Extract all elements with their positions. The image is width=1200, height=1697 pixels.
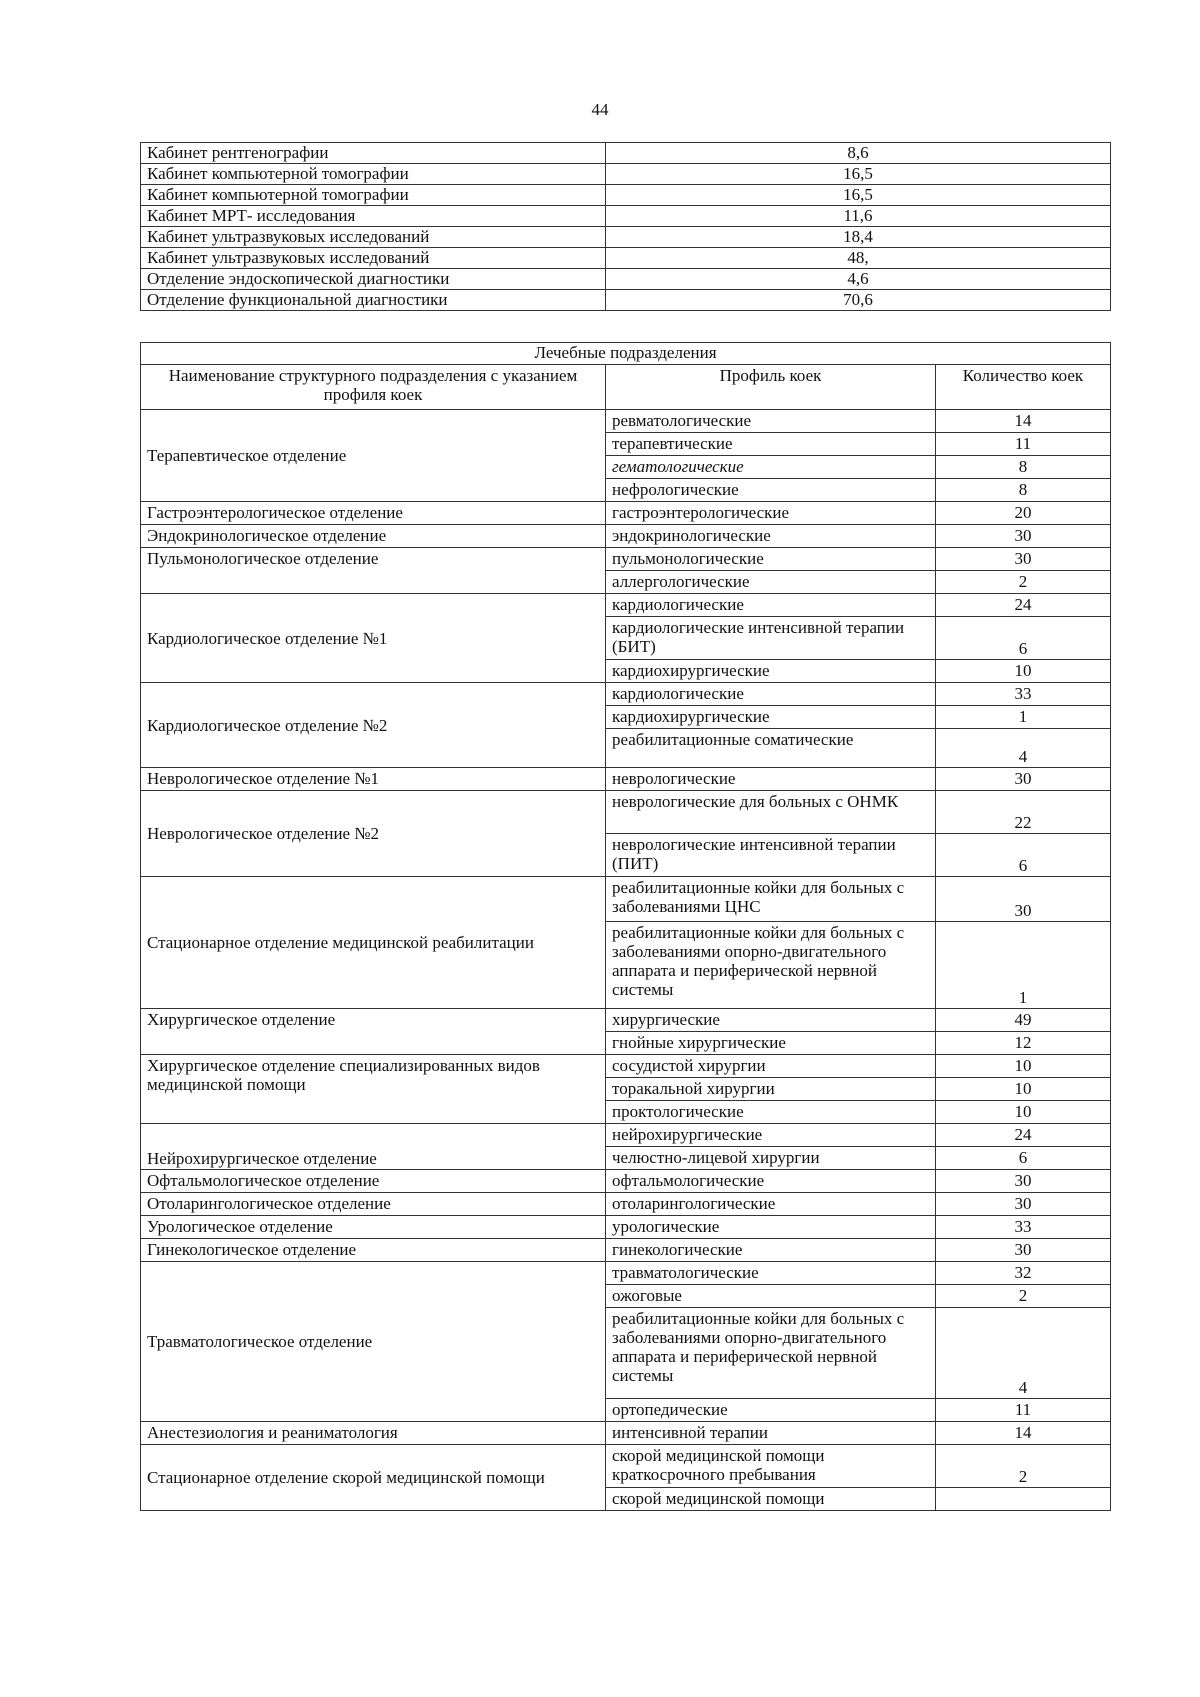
table-row bbox=[141, 502, 1111, 525]
diagnostic-row bbox=[141, 290, 1111, 311]
department-name: Офтальмологическое отделение bbox=[141, 1170, 606, 1193]
diagnostic-name: Кабинет ультразвуковых исследований bbox=[141, 248, 606, 269]
diagnostic-table bbox=[140, 142, 1111, 311]
bed-count: 22 bbox=[936, 791, 1111, 834]
bed-profile: торакальной хирургии bbox=[606, 1078, 936, 1101]
department-name: Анестезиология и реаниматология bbox=[141, 1422, 606, 1445]
bed-profile: неврологические интенсивной терапии (ПИТ) bbox=[606, 834, 936, 877]
bed-profile: урологические bbox=[606, 1216, 936, 1239]
bed-count: 6 bbox=[936, 834, 1111, 877]
department-name: Урологическое отделение bbox=[141, 1216, 606, 1239]
diagnostic-value: 4,6 bbox=[606, 269, 1111, 290]
header-count: Количество коек bbox=[936, 365, 1111, 410]
diagnostic-value: 48, bbox=[606, 248, 1111, 269]
table-row bbox=[141, 1170, 1111, 1193]
table-row bbox=[141, 877, 1111, 922]
table-row bbox=[141, 1124, 1111, 1147]
bed-count: 2 bbox=[936, 1285, 1111, 1308]
diagnostic-row bbox=[141, 143, 1111, 164]
department-name: Гинекологическое отделение bbox=[141, 1239, 606, 1262]
header-profile: Профиль коек bbox=[606, 365, 936, 410]
table-row bbox=[141, 683, 1111, 706]
bed-profile: травматологические bbox=[606, 1262, 936, 1285]
table-row bbox=[141, 1009, 1111, 1032]
bed-count: 49 bbox=[936, 1009, 1111, 1032]
bed-profile: терапевтические bbox=[606, 433, 936, 456]
bed-profile: реабилитационные койки для больных с заболеваниями опорно-двигательного аппарата и периферической нервной системы bbox=[606, 1308, 936, 1399]
bed-count: 30 bbox=[936, 1239, 1111, 1262]
bed-profile: нейрохирургические bbox=[606, 1124, 936, 1147]
table-row bbox=[141, 525, 1111, 548]
bed-profile: нефрологические bbox=[606, 479, 936, 502]
diagnostic-value: 8,6 bbox=[606, 143, 1111, 164]
bed-count: 33 bbox=[936, 1216, 1111, 1239]
bed-count: 1 bbox=[936, 922, 1111, 1009]
bed-count: 8 bbox=[936, 456, 1111, 479]
department-name: Кардиологическое отделение №2 bbox=[141, 683, 606, 768]
bed-profile: кардиохирургические bbox=[606, 706, 936, 729]
bed-count: 1 bbox=[936, 706, 1111, 729]
bed-count: 10 bbox=[936, 1101, 1111, 1124]
bed-count: 10 bbox=[936, 1078, 1111, 1101]
department-name: Эндокринологическое отделение bbox=[141, 525, 606, 548]
bed-count: 30 bbox=[936, 1170, 1111, 1193]
diagnostic-name: Отделение функциональной диагностики bbox=[141, 290, 606, 311]
bed-profile: ревматологические bbox=[606, 410, 936, 433]
bed-count: 6 bbox=[936, 1147, 1111, 1170]
department-name: Кардиологическое отделение №1 bbox=[141, 594, 606, 683]
department-name: Хирургическое отделение специализированных видов медицинской помощи bbox=[141, 1055, 606, 1124]
table-row bbox=[141, 1216, 1111, 1239]
diagnostic-value: 18,4 bbox=[606, 227, 1111, 248]
bed-count: 11 bbox=[936, 433, 1111, 456]
bed-count: 11 bbox=[936, 1399, 1111, 1422]
bed-profile: гастроэнтерологические bbox=[606, 502, 936, 525]
diagnostic-row bbox=[141, 269, 1111, 290]
bed-profile: гинекологические bbox=[606, 1239, 936, 1262]
bed-count: 14 bbox=[936, 410, 1111, 433]
department-name: Терапевтическое отделение bbox=[141, 410, 606, 502]
bed-count bbox=[936, 1488, 1111, 1511]
table-row bbox=[141, 410, 1111, 433]
department-name: Травматологическое отделение bbox=[141, 1262, 606, 1422]
bed-profile: челюстно-лицевой хирургии bbox=[606, 1147, 936, 1170]
bed-profile: скорой медицинской помощи bbox=[606, 1488, 936, 1511]
table-row bbox=[141, 1445, 1111, 1488]
bed-profile: офтальмологические bbox=[606, 1170, 936, 1193]
bed-profile: гнойные хирургические bbox=[606, 1032, 936, 1055]
diagnostic-name: Отделение эндоскопической диагностики bbox=[141, 269, 606, 290]
bed-profile: аллергологические bbox=[606, 571, 936, 594]
diagnostic-value: 11,6 bbox=[606, 206, 1111, 227]
department-name: Гастроэнтерологическое отделение bbox=[141, 502, 606, 525]
section-title: Лечебные подразделения bbox=[141, 343, 1111, 365]
bed-count: 4 bbox=[936, 1308, 1111, 1399]
diagnostic-value: 16,5 bbox=[606, 185, 1111, 206]
diagnostic-row bbox=[141, 164, 1111, 185]
bed-profile: кардиологические bbox=[606, 683, 936, 706]
bed-profile: кардиохирургические bbox=[606, 660, 936, 683]
bed-profile: неврологические bbox=[606, 768, 936, 791]
bed-count: 4 bbox=[936, 729, 1111, 768]
bed-profile: эндокринологические bbox=[606, 525, 936, 548]
bed-count: 2 bbox=[936, 571, 1111, 594]
bed-count: 6 bbox=[936, 617, 1111, 660]
bed-profile: реабилитационные койки для больных с заболеваниями опорно-двигательного аппарата и периферической нервной системы bbox=[606, 922, 936, 1009]
bed-count: 10 bbox=[936, 1055, 1111, 1078]
department-name: Хирургическое отделение bbox=[141, 1009, 606, 1055]
diagnostic-name: Кабинет компьютерной томографии bbox=[141, 185, 606, 206]
bed-count: 8 bbox=[936, 479, 1111, 502]
bed-profile: реабилитационные койки для больных с заболеваниями ЦНС bbox=[606, 877, 936, 922]
bed-profile: пульмонологические bbox=[606, 548, 936, 571]
bed-profile: ортопедические bbox=[606, 1399, 936, 1422]
department-name: Стационарное отделение скорой медицинской помощи bbox=[141, 1445, 606, 1511]
department-name: Неврологическое отделение №2 bbox=[141, 791, 606, 877]
bed-count: 20 bbox=[936, 502, 1111, 525]
bed-count: 30 bbox=[936, 548, 1111, 571]
bed-count: 32 bbox=[936, 1262, 1111, 1285]
bed-profile: кардиологические интенсивной терапии (БИТ) bbox=[606, 617, 936, 660]
page-number: 44 bbox=[591, 100, 609, 119]
diagnostic-row bbox=[141, 227, 1111, 248]
bed-count: 30 bbox=[936, 525, 1111, 548]
bed-profile: кардиологические bbox=[606, 594, 936, 617]
bed-profile: интенсивной терапии bbox=[606, 1422, 936, 1445]
department-name: Неврологическое отделение №1 bbox=[141, 768, 606, 791]
department-name: Отоларингологическое отделение bbox=[141, 1193, 606, 1216]
diagnostic-name: Кабинет рентгенографии bbox=[141, 143, 606, 164]
table-row bbox=[141, 1239, 1111, 1262]
bed-profile: хирургические bbox=[606, 1009, 936, 1032]
diagnostic-name: Кабинет компьютерной томографии bbox=[141, 164, 606, 185]
bed-count: 30 bbox=[936, 768, 1111, 791]
bed-profile: скорой медицинской помощи краткосрочного пребывания bbox=[606, 1445, 936, 1488]
bed-profile: проктологические bbox=[606, 1101, 936, 1124]
bed-profile: отоларингологические bbox=[606, 1193, 936, 1216]
department-name: Нейрохирургическое отделение bbox=[141, 1124, 606, 1170]
bed-count: 24 bbox=[936, 1124, 1111, 1147]
bed-count: 14 bbox=[936, 1422, 1111, 1445]
diagnostic-row bbox=[141, 206, 1111, 227]
table-row bbox=[141, 1262, 1111, 1285]
table-row bbox=[141, 768, 1111, 791]
bed-count: 30 bbox=[936, 1193, 1111, 1216]
diagnostic-value: 16,5 bbox=[606, 164, 1111, 185]
table-row bbox=[141, 548, 1111, 571]
diagnostic-name: Кабинет ультразвуковых исследований bbox=[141, 227, 606, 248]
bed-profile: сосудистой хирургии bbox=[606, 1055, 936, 1078]
table-row bbox=[141, 1193, 1111, 1216]
bed-profile: неврологические для больных с ОНМК bbox=[606, 791, 936, 834]
bed-count: 10 bbox=[936, 660, 1111, 683]
bed-count: 2 bbox=[936, 1445, 1111, 1488]
table-row bbox=[141, 791, 1111, 834]
bed-count: 30 bbox=[936, 877, 1111, 922]
table-row bbox=[141, 1422, 1111, 1445]
bed-profile: ожоговые bbox=[606, 1285, 936, 1308]
bed-count: 33 bbox=[936, 683, 1111, 706]
table-row bbox=[141, 1055, 1111, 1078]
diagnostic-row bbox=[141, 185, 1111, 206]
bed-count: 12 bbox=[936, 1032, 1111, 1055]
bed-fund-table bbox=[140, 364, 1111, 1511]
bed-profile: гематологические bbox=[606, 456, 936, 479]
diagnostic-name: Кабинет МРТ- исследования bbox=[141, 206, 606, 227]
diagnostic-row bbox=[141, 248, 1111, 269]
table-row bbox=[141, 594, 1111, 617]
department-name: Пульмонологическое отделение bbox=[141, 548, 606, 594]
header-department: Наименование структурного подразделения с указанием профиля коек bbox=[141, 365, 606, 410]
diagnostic-value: 70,6 bbox=[606, 290, 1111, 311]
department-name: Стационарное отделение медицинской реабилитации bbox=[141, 877, 606, 1009]
bed-profile: реабилитационные соматические bbox=[606, 729, 936, 768]
bed-count: 24 bbox=[936, 594, 1111, 617]
treatment-header-table bbox=[140, 342, 1111, 365]
